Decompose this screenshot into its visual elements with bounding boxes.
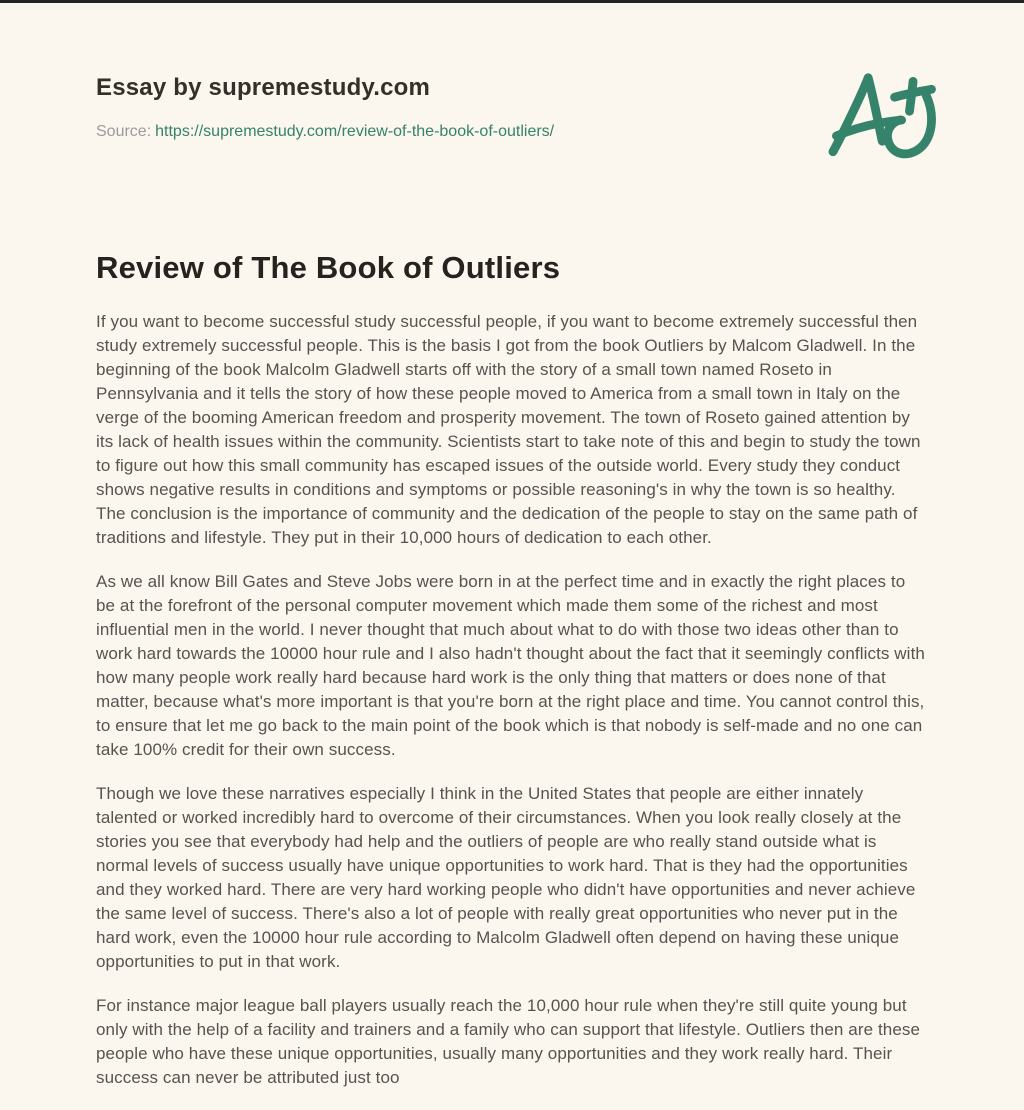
- essay-body: [96, 310, 929, 1110]
- site-title: Essay by supremestudy.com: [96, 74, 431, 101]
- top-border: [0, 0, 1024, 3]
- essay-paragraph-4: For instance major league ball players usually reach the 10,000 hour rule when they're still quite young but only with the help of a facility and trainers and a family who can support that lifestyle. Outliers then are these people who have these unique opportunities, usually many opportunities and they work really hard. Their success can never be attributed just too: [96, 996, 921, 1087]
- a-plus-logo-icon: [822, 62, 946, 172]
- essay-paragraph-2: As we all know Bill Gates and Steve Jobs were born in at the perfect time and in exactly the right places to be at the forefront of the personal computer movement which made them some of the richest and most influential men in the world. I never thought that much about what to do with those two ideas other than to work hard towards the 10000 hour rule and I also hadn't thought about the fact that it seemingly conflicts with how many people work really hard because hard work is the only thing that matters or does none of that matter, because what's more important is that you're born at the right place and time. You cannot control this, to ensure that let me go back to the main point of the book which is that nobody is self-made and no one can take 100% credit for their own success.: [96, 572, 925, 759]
- source-line: [96, 123, 554, 141]
- essay-paragraph-1: If you want to become successful study successful people, if you want to become extremely successful then study extremely successful people. This is the basis I got from the book Outliers by Malcom Gladwell. In the beginning of the book Malcolm Gladwell starts off with the story of a small town named Roseto in Pennsylvania and it tells the story of how these people moved to America from a small town in Italy on the verge of the booming American freedom and prosperity movement. The town of Roseto gained attention by its lack of health issues within the community. Scientists start to take note of this and begin to study the town to figure out how this small community has escaped issues of the outside world. Every study they conduct shows negative results in conditions and symptoms or possible reasoning's in why the town is so healthy. The conclusion is the importance of community and the dedication of the people to stay on the same path of traditions and lifestyle. They put in their 10,000 hours of dedication to each other.: [96, 312, 921, 547]
- essay-paragraph-3: Though we love these narratives especially I think in the United States that people are either innately talented or worked incredibly hard to overcome of their circumstances. When you look really closely at the stories you see that everybody had help and the outliers of people are who really stand outside what is normal levels of success usually have unique opportunities to work hard. That is they had the opportunities and they worked hard. There are very hard working people who didn't have opportunities and never achieve the same level of success. There's also a lot of people with really great opportunities who never put in the hard work, even the 10000 hour rule according to Malcolm Gladwell often depend on having these unique opportunities to put in that work.: [96, 784, 916, 971]
- source-url-link[interactable]: https://supremestudy.com/review-of-the-book-of-outliers/: [155, 123, 555, 140]
- essay-title: Review of The Book of Outliers: [96, 250, 561, 285]
- source-label: Source:: [96, 123, 152, 140]
